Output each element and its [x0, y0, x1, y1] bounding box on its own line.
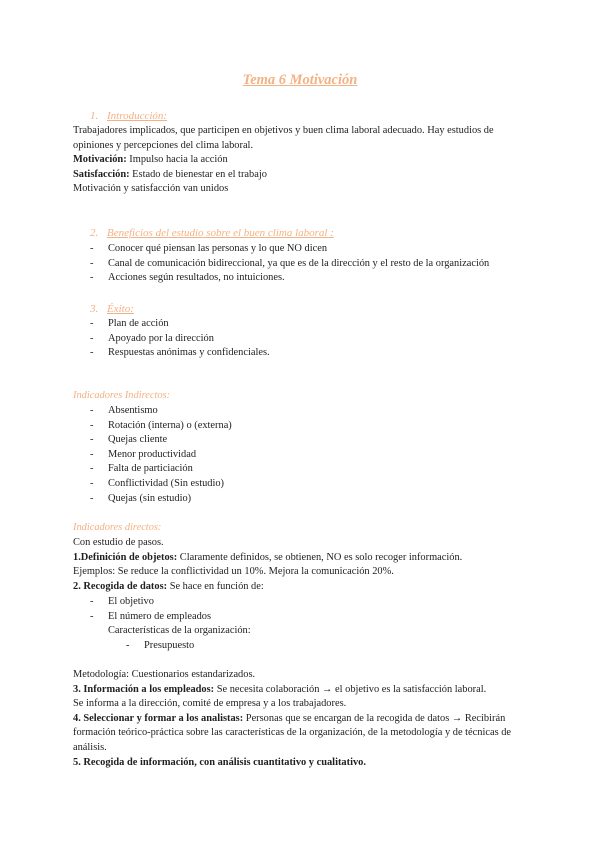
- section-heading-text: Éxito:: [107, 303, 134, 315]
- step-5: [73, 756, 525, 771]
- satisfaccion-label: Satisfacción:: [73, 168, 130, 180]
- list-item: - El objetivo: [90, 595, 530, 610]
- step-5-label: 5. Recogida de información, con análisis cuantitativo y cualitativo.: [73, 756, 366, 768]
- section-heading-text: Beneficios del estudio sobre el buen clima laboral :: [107, 227, 334, 239]
- section-number: 3.: [90, 303, 99, 315]
- indirectos-list: [90, 404, 530, 506]
- step-2: [73, 580, 525, 595]
- step-3-line2: Se informa a la dirección, comité de empresa y a los trabajadores.: [73, 698, 347, 710]
- list-item: - Acciones según resultados, no intuiciones.: [90, 271, 530, 286]
- list-item: - Falta de particiación: [90, 462, 530, 477]
- step-2-sublist: [126, 639, 566, 654]
- list-item: - Menor productividad: [90, 448, 530, 463]
- list-item: - Canal de comunicación bidireccional, ya que es de la dirección y el resto de la organización: [90, 257, 530, 272]
- satisfaccion-text: Estado de bienestar en el trabajo: [129, 168, 267, 180]
- list-item: - Presupuesto: [126, 639, 566, 654]
- motivacion-text: Impulso hacia la acción: [126, 154, 228, 166]
- step-1-example: Ejemplos: Se reduce la conflictividad un 10%. Mejora la comunicación 20%.: [73, 566, 394, 578]
- section-number: 1.: [90, 110, 99, 122]
- beneficios-list: [90, 242, 530, 286]
- indirectos-heading: Indicadores Indirectos:: [73, 390, 171, 401]
- list-item: - Respuestas anónimas y confidenciales.: [90, 346, 530, 361]
- list-item: - Apoyado por la dirección: [90, 332, 530, 347]
- closing-line: Motivación y satisfacción van unidos: [73, 183, 229, 195]
- directos-intro: Con estudio de pasos.: [73, 537, 164, 548]
- exito-list: [90, 317, 530, 361]
- step-1-label: 1.Definición de objetos:: [73, 551, 178, 563]
- section-exito-heading: [90, 302, 134, 317]
- list-item: - Absentismo: [90, 404, 530, 419]
- directos-steps-continued: [73, 668, 525, 770]
- section-introduccion-body: [73, 124, 525, 197]
- step-3-label: 3. Información a los empleados:: [73, 683, 215, 695]
- metodologia-line: Metodología: Cuestionarios estandarizados.: [73, 669, 256, 680]
- section-heading-text: Introducción:: [107, 110, 168, 122]
- step-4: [73, 712, 525, 756]
- step-4-label: 4. Seleccionar y formar a los analistas:: [73, 712, 244, 724]
- section-number: 2.: [90, 227, 99, 239]
- list-item: - Conflictividad (Sin estudio): [90, 477, 530, 492]
- list-item: - El número de empleados: [90, 610, 530, 625]
- section-beneficios-heading: [90, 226, 334, 241]
- list-item: - Rotación (interna) o (externa): [90, 419, 530, 434]
- list-item: - Conocer qué piensan las personas y lo que NO dicen: [90, 242, 530, 257]
- motivacion-label: Motivación:: [73, 154, 127, 166]
- step-1: [73, 551, 525, 566]
- directos-body: [73, 536, 525, 594]
- step-4-text: Personas que se encargan de la recogida de datos → Recibirán formación teórico-práctica sobre las características de la organización, de la metodología y de técnicas de análisis.: [73, 712, 512, 753]
- section-introduccion-heading: [90, 109, 167, 124]
- motivacion-definition: [73, 153, 525, 168]
- intro-paragraph: Trabajadores implicados, que participen en objetivos y buen clima laboral adecuado. Hay estudios de opiniones y percepciones del clima laboral.: [73, 125, 494, 151]
- step-2-label: 2. Recogida de datos:: [73, 580, 168, 592]
- page-title: Tema 6 Motivación: [242, 72, 358, 88]
- step-1-text: Claramente definidos, se obtienen, NO es solo recoger información.: [177, 551, 463, 563]
- step-2-list: [90, 595, 530, 624]
- step-3: [73, 683, 525, 698]
- list-item: - Quejas (sin estudio): [90, 492, 530, 507]
- directos-heading: Indicadores directos:: [73, 522, 162, 533]
- step-2-extra: Características de la organización:: [108, 625, 251, 636]
- satisfaccion-definition: [73, 168, 525, 183]
- step-3-text: Se necesita colaboración → el objetivo es la satisfacción laboral.: [214, 683, 487, 695]
- step-2-text: Se hace en función de:: [167, 580, 264, 592]
- list-item: - Quejas cliente: [90, 433, 530, 448]
- list-item: - Plan de acción: [90, 317, 530, 332]
